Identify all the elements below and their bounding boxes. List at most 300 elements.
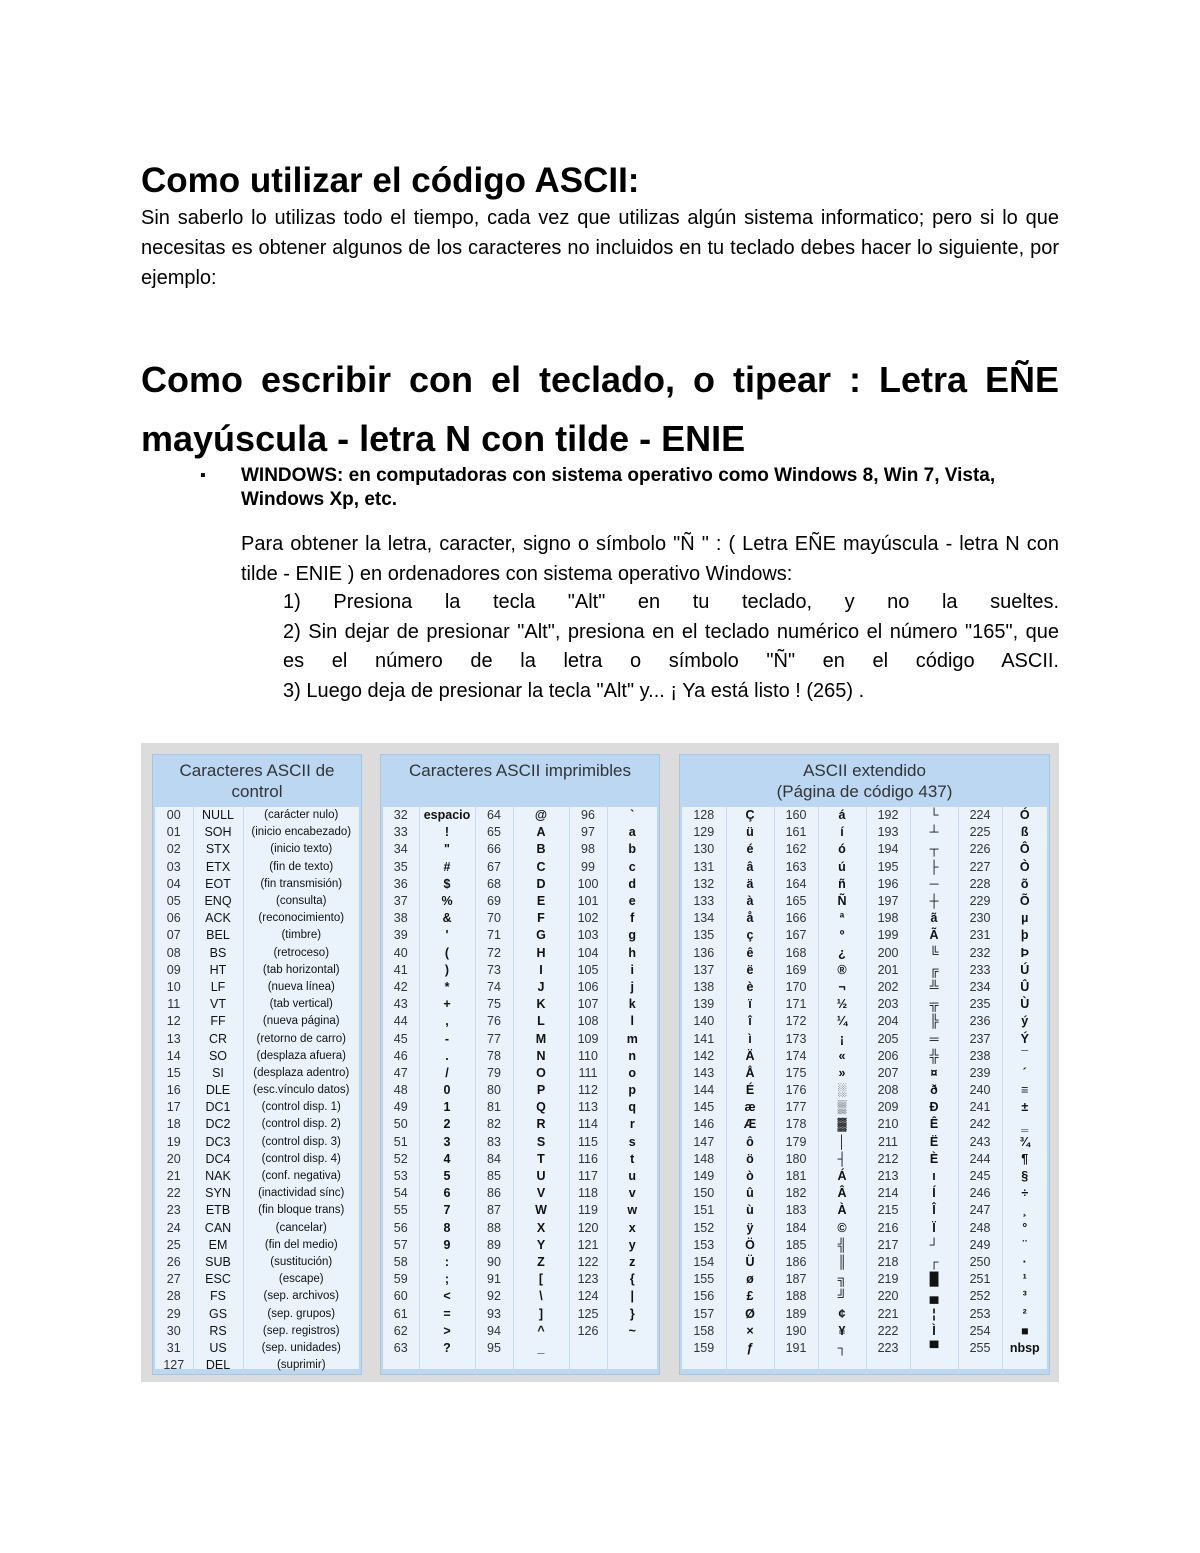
table-cell: þ [1020,928,1029,943]
table-cell: 185 [774,1237,818,1254]
table-cell: (inactividad sínc) [258,1187,345,1200]
bullet-text: WINDOWS: en computadoras con sistema operativo como Windows 8, Win 7, Vista, Windows Xp, etc. [241,465,996,510]
table-row [155,1013,359,1030]
table-cell: (fin bloque trans) [258,1204,345,1217]
table-row [383,859,657,876]
table-cell: § [1021,1169,1029,1184]
table-cell: õ [1020,876,1029,891]
table-cell: é [726,841,774,858]
table-cell: s [628,1134,636,1149]
steps-list [283,588,1059,706]
table-row [682,1323,1047,1340]
table-cell: 134 [682,910,726,927]
table-cell [1002,1357,1047,1374]
table-cell: 55 [383,1202,419,1219]
table-cell: 28 [155,1288,193,1305]
table-cell: 89 [475,1237,513,1254]
table-cell: ı [910,1168,958,1185]
table-cell: = [419,1305,475,1322]
table-row [383,1357,657,1374]
table-cell: 104 [569,945,607,962]
table-cell: (timbre) [281,929,322,942]
table-cell: 254 [958,1323,1002,1340]
table-cell: \ [513,1288,569,1305]
table-cell: 175 [774,1065,818,1082]
table-cell: 228 [958,876,1002,893]
table-cell: á [818,807,866,824]
table-cell: ┼ [910,893,958,910]
table-cell: 81 [475,1099,513,1116]
table-cell: 177 [774,1099,818,1116]
table-cell: FS [193,1288,243,1305]
table-cell: 93 [475,1305,513,1322]
table-cell: 155 [682,1271,726,1288]
table-cell: 91 [475,1271,513,1288]
table-cell: 06 [155,910,193,927]
table-cell: ╗ [818,1271,866,1288]
table-cell: 235 [958,996,1002,1013]
table-row [682,1305,1047,1322]
table-cell: 05 [155,893,193,910]
table-cell: ± [1021,1100,1029,1115]
table-row [383,1305,657,1322]
table-row [682,962,1047,979]
table-cell: SOH [193,824,243,841]
table-row [383,1099,657,1116]
table-cell: B [513,841,569,858]
table-cell: STX [193,841,243,858]
table-cell: (esc.vínculo datos) [252,1084,350,1097]
table-cell: Þ [1020,945,1029,960]
table-cell: Q [513,1099,569,1116]
table-row [383,1237,657,1254]
table-row [682,1048,1047,1065]
table-cell: 154 [682,1254,726,1271]
table-cell: CAN [193,1220,243,1237]
table-cell: BEL [193,927,243,944]
table-cell: p [628,1083,637,1098]
table-cell: ð [910,1082,958,1099]
step-2-line-1: 2) Sin dejar de presionar "Alt", presiona en el teclado numérico el número "165", que [283,620,1059,643]
table-cell: 96 [569,807,607,824]
table-cell: U [513,1168,569,1185]
table-row [155,1305,359,1322]
table-cell: 151 [682,1202,726,1219]
table-cell: f [630,911,635,926]
table-cell: 46 [383,1048,419,1065]
table-cell: 65 [475,824,513,841]
table-cell: (desplaza afuera) [256,1049,346,1062]
table-cell: 142 [682,1048,726,1065]
table-cell: 172 [774,1013,818,1030]
table-cell: P [513,1082,569,1099]
table-cell: 146 [682,1116,726,1133]
table-cell: 32 [383,807,419,824]
table-row [682,927,1047,944]
table-cell: . [419,1048,475,1065]
section-title-line-1: Como escribir con el teclado, o tipear : Letra EÑE [141,359,1059,400]
table-cell: 223 [866,1340,910,1357]
table-cell: - [419,1030,475,1047]
table-cell: w [627,1203,638,1218]
table-row [155,1151,359,1168]
table-cell: 85 [475,1168,513,1185]
table-cell: ë [726,962,774,979]
table-cell: i [630,962,634,977]
table-cell: 150 [682,1185,726,1202]
table-cell: » [818,1065,866,1082]
table-cell: Á [818,1168,866,1185]
table-cell: ÷ [1021,1186,1029,1201]
table-cell: 170 [774,979,818,996]
table-cell: 99 [569,859,607,876]
table-cell: 236 [958,1013,1002,1030]
table-cell: 41 [383,962,419,979]
table-row [682,1116,1047,1133]
table-cell: DC1 [193,1099,243,1116]
table-cell: (control disp. 2) [261,1118,341,1131]
table-cell: 14 [155,1048,193,1065]
table-cell: (fin del medio) [264,1238,338,1251]
table-cell: 101 [569,893,607,910]
table-cell: ■ [1020,1323,1029,1338]
table-cell: c [628,859,636,874]
table-cell: 193 [866,824,910,841]
table-cell: 208 [866,1082,910,1099]
table-cell: ¾ [1019,1134,1030,1149]
table-cell: 157 [682,1305,726,1322]
table-cell: (sustitución) [270,1255,333,1268]
table-row [383,1340,657,1357]
table-cell: ø [726,1271,774,1288]
table-cell: 43 [383,996,419,1013]
table-cell: 211 [866,1134,910,1151]
table-cell: (escape) [278,1273,324,1286]
table-cell: DC2 [193,1116,243,1133]
table-row [383,910,657,927]
table-cell: 53 [383,1168,419,1185]
table-cell: 0 [419,1082,475,1099]
extended-panel-title-main: ASCII extendido [803,761,926,780]
table-cell: 186 [774,1254,818,1271]
table-cell: │ [818,1134,866,1151]
table-row [682,1254,1047,1271]
table-cell: 2 [419,1116,475,1133]
table-cell [607,1357,657,1374]
table-cell: ¡ [818,1030,866,1047]
table-row [383,1185,657,1202]
table-cell: (control disp. 4) [261,1152,341,1165]
table-cell: ¿ [818,945,866,962]
table-cell: 58 [383,1254,419,1271]
table-cell: b [628,842,637,857]
table-row [155,1323,359,1340]
table-cell: 68 [475,876,513,893]
table-cell: 204 [866,1013,910,1030]
table-cell: Ï [910,1220,958,1237]
table-cell: Î [910,1202,958,1219]
table-row [383,824,657,841]
table-cell: $ [419,876,475,893]
table-cell: I [513,962,569,979]
table-cell: ╝ [818,1288,866,1305]
table-cell: 171 [774,996,818,1013]
table-cell: SUB [193,1254,243,1271]
table-row [682,996,1047,1013]
table-cell: 149 [682,1168,726,1185]
table-row [155,962,359,979]
table-cell: 87 [475,1202,513,1219]
section-title-line-2: mayúscula - letra N con tilde - ENIE [141,418,746,459]
table-cell: ª [818,910,866,927]
table-cell: 75 [475,996,513,1013]
table-cell: 113 [569,1099,607,1116]
table-cell: ╠ [910,1013,958,1030]
table-cell: Ý [1020,1031,1029,1046]
table-cell: 79 [475,1065,513,1082]
table-cell: í [818,824,866,841]
table-cell: 137 [682,962,726,979]
table-cell: 132 [682,876,726,893]
table-cell: 225 [958,824,1002,841]
table-cell: LF [193,979,243,996]
table-row [682,893,1047,910]
table-cell: 221 [866,1305,910,1322]
printable-table [383,807,657,1374]
table-cell [569,1340,607,1357]
table-cell: US [193,1340,243,1357]
table-row [155,1202,359,1219]
table-cell: ƒ [726,1340,774,1357]
table-cell: ² [1022,1306,1027,1321]
table-cell: 57 [383,1237,419,1254]
instructions-line-2: tilde - ENIE ) en ordenadores con sistema operativo Windows: [241,563,793,585]
table-cell: ¨ [1022,1237,1027,1252]
table-cell: 123 [569,1271,607,1288]
table-cell: È [910,1151,958,1168]
table-cell: 222 [866,1323,910,1340]
table-row [155,1340,359,1357]
table-cell: ³ [1022,1289,1027,1304]
table-cell: 158 [682,1323,726,1340]
table-cell [910,1357,958,1374]
table-row [155,927,359,944]
table-cell: ¼ [818,1013,866,1030]
table-cell: 121 [569,1237,607,1254]
table-cell: 203 [866,996,910,1013]
table-cell: NULL [193,807,243,824]
table-cell: ┬ [910,841,958,858]
table-cell: (fin transmisión) [260,877,343,890]
table-cell: █ [910,1271,958,1288]
table-cell: DEL [193,1357,243,1374]
table-cell: h [628,945,637,960]
table-cell: (sep. archivos) [263,1290,339,1303]
table-cell: 70 [475,910,513,927]
table-row [383,1134,657,1151]
table-cell: 116 [569,1151,607,1168]
table-cell: _ [513,1340,569,1357]
table-cell: 153 [682,1237,726,1254]
table-cell [607,1340,657,1357]
table-cell: 109 [569,1030,607,1047]
table-cell: 131 [682,859,726,876]
table-cell: DLE [193,1082,243,1099]
table-cell: 129 [682,824,726,841]
table-row [383,962,657,979]
table-cell: 36 [383,876,419,893]
table-row [383,996,657,1013]
table-cell: ö [726,1151,774,1168]
table-row [155,1185,359,1202]
table-cell: 74 [475,979,513,996]
table-cell: Ü [726,1254,774,1271]
table-cell: 73 [475,962,513,979]
table-row [383,876,657,893]
table-cell: 27 [155,1271,193,1288]
table-cell: 212 [866,1151,910,1168]
table-cell: 56 [383,1220,419,1237]
table-cell: Ç [726,807,774,824]
table-cell [383,1357,419,1374]
table-cell: 90 [475,1254,513,1271]
table-cell: à [726,893,774,910]
table-cell: g [628,928,637,943]
table-cell: ü [726,824,774,841]
table-cell: ® [818,962,866,979]
table-cell: 10 [155,979,193,996]
table-row [383,841,657,858]
intro-paragraph: Sin saberlo lo utilizas todo el tiempo, cada vez que utilizas algún sistema informatico; pero si lo que necesitas es obtener algunos de los caracteres no incluidos en tu teclado debes hacer lo siguiente, por ejemplo: [141,207,1059,289]
table-row [383,1013,657,1030]
table-cell: o [628,1065,637,1080]
table-cell: 31 [155,1340,193,1357]
table-cell: « [818,1048,866,1065]
table-cell: 147 [682,1134,726,1151]
table-cell: (inicio texto) [270,843,333,856]
table-cell: 126 [569,1323,607,1340]
table-cell: ^ [513,1323,569,1340]
table-cell: 16 [155,1082,193,1099]
table-cell: d [628,876,637,891]
table-cell: ¬ [818,979,866,996]
table-cell: ┤ [818,1151,866,1168]
table-cell: 117 [569,1168,607,1185]
table-cell: ) [419,962,475,979]
control-table [155,807,359,1374]
table-cell: | [630,1289,634,1304]
table-cell: ( [419,945,475,962]
table-cell: (nueva línea) [267,980,335,993]
table-cell: ç [726,927,774,944]
table-row [383,1288,657,1305]
table-cell: 92 [475,1288,513,1305]
table-row [155,876,359,893]
table-cell: 198 [866,910,910,927]
table-cell: 48 [383,1082,419,1099]
table-cell: 210 [866,1116,910,1133]
table-cell: 44 [383,1013,419,1030]
table-cell: 127 [155,1357,193,1374]
table-cell: 164 [774,876,818,893]
table-cell: 98 [569,841,607,858]
table-cell: 23 [155,1202,193,1219]
table-cell: 106 [569,979,607,996]
table-cell: 110 [569,1048,607,1065]
table-cell: ~ [628,1323,636,1338]
table-cell: Æ [726,1116,774,1133]
table-row [155,824,359,841]
table-cell: ] [513,1305,569,1322]
table-cell: 72 [475,945,513,962]
table-cell: 01 [155,824,193,841]
table-cell: 78 [475,1048,513,1065]
table-cell: 08 [155,945,193,962]
table-cell: 156 [682,1288,726,1305]
printable-panel [380,754,660,1375]
table-cell: (fin de texto) [269,860,334,873]
table-cell: r [629,1117,635,1132]
table-cell: 76 [475,1013,513,1030]
table-cell: 80 [475,1082,513,1099]
table-cell: 29 [155,1305,193,1322]
table-cell: 15 [155,1065,193,1082]
table-cell: 30 [155,1323,193,1340]
table-cell: · [1022,1254,1027,1269]
table-cell: k [628,997,636,1012]
table-cell: * [419,979,475,996]
table-cell: 95 [475,1340,513,1357]
table-cell: 162 [774,841,818,858]
table-row [383,1271,657,1288]
table-cell: 1 [419,1099,475,1116]
table-cell: 243 [958,1134,1002,1151]
table-cell: n [628,1048,637,1063]
table-cell: X [513,1220,569,1237]
table-cell: O [513,1065,569,1082]
table-cell: 250 [958,1254,1002,1271]
table-cell: ì [726,1030,774,1047]
table-cell: 114 [569,1116,607,1133]
table-cell: 197 [866,893,910,910]
table-cell: 169 [774,962,818,979]
printable-panel-title: Caracteres ASCII imprimibles [408,761,631,780]
table-cell: 50 [383,1116,419,1133]
table-cell: EM [193,1237,243,1254]
table-cell: (carácter nulo) [264,809,339,822]
table-cell: ▒ [818,1099,866,1116]
extended-panel [679,754,1050,1375]
table-row [155,1030,359,1047]
table-cell: 161 [774,824,818,841]
table-cell: (reconocimiento) [258,912,345,925]
table-cell: ¹ [1022,1272,1027,1287]
table-cell: ÿ [726,1220,774,1237]
table-cell: j [630,979,634,994]
table-row [155,996,359,1013]
table-cell: ETB [193,1202,243,1219]
table-cell: 220 [866,1288,910,1305]
table-cell: 07 [155,927,193,944]
table-cell: 51 [383,1134,419,1151]
table-cell: 144 [682,1082,726,1099]
table-cell: @ [513,807,569,824]
table-cell: 218 [866,1254,910,1271]
table-cell: 143 [682,1065,726,1082]
table-cell: , [419,1013,475,1030]
table-cell [818,1357,866,1374]
table-cell: Ø [726,1305,774,1322]
